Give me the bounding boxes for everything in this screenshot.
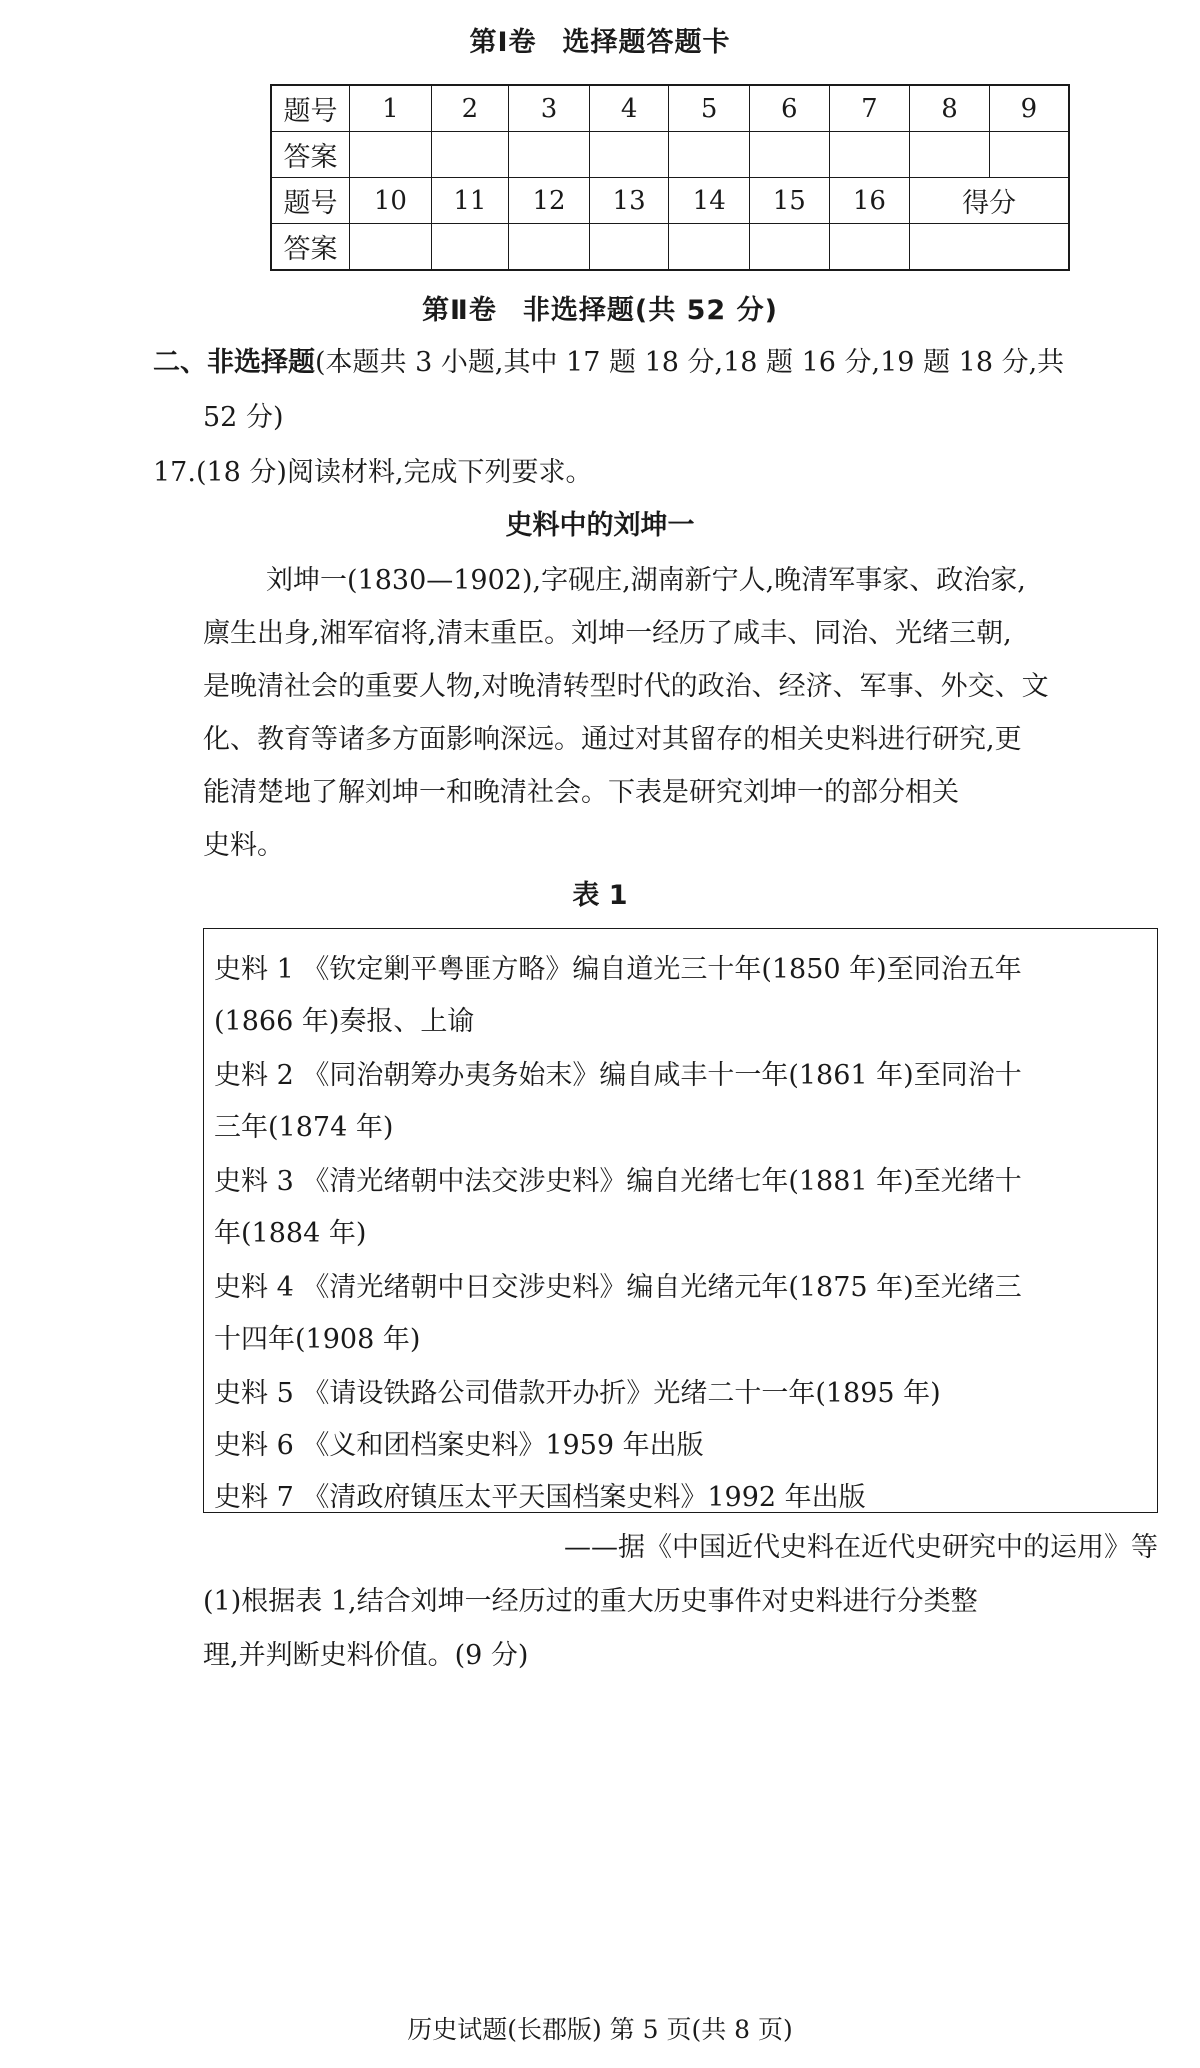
source-table-line: 十四年(1908 年) — [214, 1324, 421, 1355]
question-number: 9 — [989, 85, 1069, 132]
question-number: 11 — [431, 178, 508, 224]
answer-cell[interactable] — [829, 132, 910, 178]
question-number: 10 — [350, 178, 432, 224]
table-title: 表 1 — [572, 880, 628, 911]
sub-question-1-line1: (1)根据表 1,结合刘坤一经历过的重大历史事件对史料进行分类整 — [203, 1586, 978, 1617]
question-number: 5 — [669, 85, 750, 132]
passage-line: 史料。 — [203, 830, 284, 861]
question-row-2 — [271, 178, 1069, 224]
material-title: 史料中的刘坤一 — [505, 510, 695, 541]
answer-cell[interactable] — [669, 132, 750, 178]
source-table-line: 史料 4 《清光绪朝中日交涉史料》编自光绪元年(1875 年)至光绪三 — [214, 1272, 1022, 1303]
q17-intro: 17.(18 分)阅读材料,完成下列要求。 — [153, 457, 593, 488]
source-citation: ——据《中国近代史料在近代史研究中的运用》等 — [564, 1532, 1158, 1563]
part2-heading-line2: 52 分) — [203, 402, 284, 433]
source-table-line: (1866 年)奏报、上谕 — [214, 1006, 475, 1037]
source-table-line: 史料 3 《清光绪朝中法交涉史料》编自光绪七年(1881 年)至光绪十 — [214, 1166, 1022, 1197]
passage-line: 能清楚地了解刘坤一和晚清社会。下表是研究刘坤一的部分相关 — [203, 777, 959, 808]
question-number: 8 — [910, 85, 990, 132]
section1-title-part2: 选择题答题卡 — [562, 27, 731, 58]
answer-cell[interactable] — [589, 132, 669, 178]
answer-cell[interactable] — [750, 132, 830, 178]
score-label: 得分 — [910, 178, 1069, 224]
part2-heading-prefix: 二、非选择题 — [153, 347, 315, 378]
answer-cell[interactable] — [750, 224, 830, 271]
source-table-box — [203, 928, 1158, 1513]
passage-line: 刘坤一(1830—1902),字砚庄,湖南新宁人,晚清军事家、政治家, — [266, 565, 1026, 596]
question-number: 7 — [829, 85, 910, 132]
passage-line: 廪生出身,湘军宿将,清末重臣。刘坤一经历了咸丰、同治、光绪三朝, — [203, 618, 1012, 649]
source-table-line: 史料 6 《义和团档案史料》1959 年出版 — [214, 1430, 704, 1461]
question-number: 6 — [750, 85, 830, 132]
section1-title — [0, 20, 1200, 59]
section2-title — [0, 288, 1200, 327]
answer-label: 答案 — [271, 224, 350, 271]
question-row-1 — [271, 85, 1069, 132]
answer-cell[interactable] — [509, 132, 590, 178]
question-label: 题号 — [271, 85, 350, 132]
question-number: 16 — [829, 178, 910, 224]
question-number: 15 — [750, 178, 830, 224]
source-table-line: 年(1884 年) — [214, 1218, 367, 1249]
answer-cell[interactable] — [910, 132, 990, 178]
passage-line: 化、教育等诸多方面影响深远。通过对其留存的相关史料进行研究,更 — [203, 724, 1022, 755]
sub-question-1-line2: 理,并判断史料价值。(9 分) — [203, 1640, 529, 1671]
part2-heading-line1: (本题共 3 小题,其中 17 题 18 分,18 题 16 分,19 题 18 分,共 — [315, 347, 1065, 378]
answer-row-2 — [271, 224, 1069, 271]
question-number: 14 — [669, 178, 750, 224]
source-table-line: 史料 2 《同治朝筹办夷务始末》编自咸丰十一年(1861 年)至同治十 — [214, 1060, 1022, 1091]
answer-cell[interactable] — [509, 224, 590, 271]
answer-label: 答案 — [271, 132, 350, 178]
answer-cell[interactable] — [829, 224, 910, 271]
source-table-line: 史料 1 《钦定剿平粤匪方略》编自道光三十年(1850 年)至同治五年 — [214, 954, 1022, 985]
question-number: 13 — [589, 178, 669, 224]
answer-cell[interactable] — [669, 224, 750, 271]
page-footer: 历史试题(长郡版) 第 5 页(共 8 页) — [407, 2015, 793, 2044]
answer-row-1 — [271, 132, 1069, 178]
source-table-line: 史料 7 《清政府镇压太平天国档案史料》1992 年出版 — [214, 1482, 866, 1513]
section2-title-part2: 非选择题(共 52 分) — [522, 295, 778, 326]
question-number: 12 — [509, 178, 590, 224]
section2-title-part1: 第Ⅱ卷 — [422, 295, 497, 326]
source-table-line: 三年(1874 年) — [214, 1112, 394, 1143]
part2-heading — [153, 337, 1064, 389]
answer-cell[interactable] — [589, 224, 669, 271]
answer-cell[interactable] — [431, 224, 508, 271]
question-number: 4 — [589, 85, 669, 132]
answer-cell[interactable] — [431, 132, 508, 178]
question-label: 题号 — [271, 178, 350, 224]
answer-card-table — [270, 84, 1070, 271]
answer-cell[interactable] — [350, 224, 432, 271]
passage-line: 是晚清社会的重要人物,对晚清转型时代的政治、经济、军事、外交、文 — [203, 671, 1049, 702]
answer-cell[interactable] — [989, 132, 1069, 178]
question-number: 2 — [431, 85, 508, 132]
section1-title-part1: 第Ⅰ卷 — [469, 27, 537, 58]
answer-cell[interactable] — [350, 132, 432, 178]
question-number: 1 — [350, 85, 432, 132]
score-cell[interactable] — [910, 224, 1069, 271]
source-table-line: 史料 5 《请设铁路公司借款开办折》光绪二十一年(1895 年) — [214, 1378, 941, 1409]
question-number: 3 — [509, 85, 590, 132]
